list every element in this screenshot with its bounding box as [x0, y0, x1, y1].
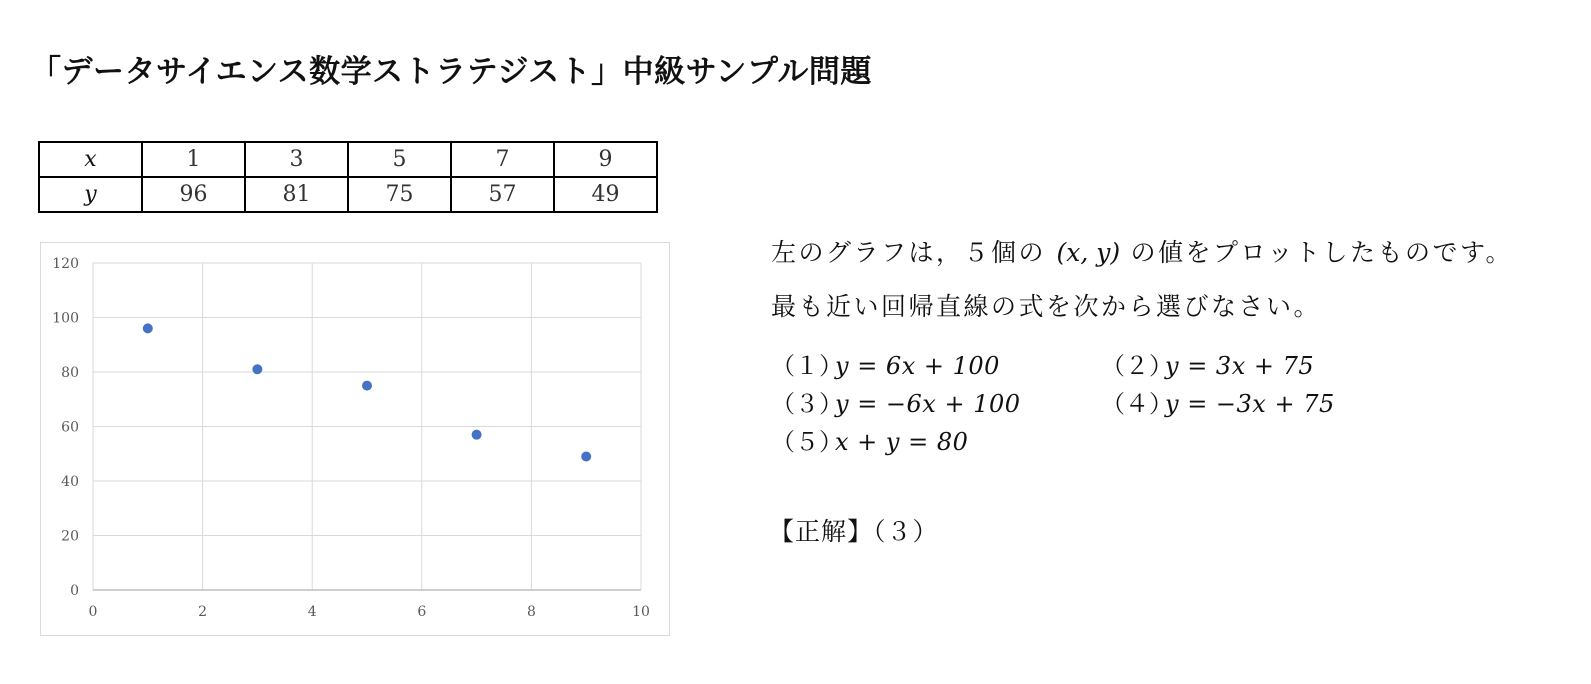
- x-value-cell: 7: [451, 142, 554, 177]
- x-value-cell: 1: [142, 142, 245, 177]
- choice-equation: y = −3x + 75: [1165, 390, 1335, 418]
- data-point: [252, 364, 262, 374]
- choice-equation: y = −6x + 100: [835, 390, 1021, 418]
- y-tick-label: 20: [61, 528, 79, 545]
- correct-answer: 【正解】（３）: [769, 517, 939, 546]
- x-tick-label: 2: [198, 604, 208, 620]
- y-header-cell: y: [39, 177, 142, 212]
- scatter-chart: [40, 242, 670, 636]
- choice-2: [1101, 347, 1314, 385]
- x-value-cell: 9: [554, 142, 657, 177]
- question-line-1: [771, 226, 1513, 280]
- choice-number: （２）: [1101, 352, 1173, 380]
- choice-4: [1101, 385, 1335, 423]
- question-line-1-math: (x, y): [1056, 238, 1121, 267]
- question-line-1-after: の値をプロットしたものです。: [1130, 238, 1514, 267]
- y-tick-label: 80: [61, 365, 79, 381]
- question-line-2: 最も近い回帰直線の式を次から選びなさい。: [771, 292, 1322, 321]
- choice-number: （５）: [771, 428, 843, 456]
- y-tick-label: 100: [52, 310, 79, 327]
- data-table: [38, 141, 658, 213]
- choice-1: [771, 347, 1000, 385]
- table-row-x: [39, 142, 657, 177]
- x-tick-label: 10: [632, 604, 650, 620]
- data-point: [472, 430, 482, 440]
- question-text: [771, 226, 1513, 334]
- choice-number: （３）: [771, 390, 843, 418]
- x-tick-label: 6: [417, 604, 427, 620]
- x-value-cell: 3: [245, 142, 348, 177]
- choice-equation: x + y = 80: [835, 428, 969, 456]
- data-point: [581, 451, 591, 461]
- choice-number: （４）: [1101, 390, 1173, 418]
- y-value-cell: 96: [142, 177, 245, 212]
- x-header-cell: x: [39, 142, 142, 177]
- x-tick-label: 8: [526, 604, 536, 620]
- choice-number: （１）: [771, 352, 843, 380]
- x-value-cell: 5: [348, 142, 451, 177]
- scatter-chart-svg: [41, 243, 669, 635]
- y-tick-label: 60: [61, 419, 79, 436]
- data-point: [143, 323, 153, 333]
- x-tick-label: 0: [88, 604, 98, 620]
- data-point: [362, 381, 372, 391]
- choice-equation: y = 6x + 100: [835, 352, 1000, 380]
- y-tick-label: 120: [52, 256, 79, 272]
- y-value-cell: 57: [451, 177, 554, 212]
- y-value-cell: 49: [554, 177, 657, 212]
- y-tick-label: 0: [70, 583, 79, 599]
- x-tick-label: 4: [307, 604, 317, 620]
- y-value-cell: 81: [245, 177, 348, 212]
- table-row-y: [39, 177, 657, 212]
- y-value-cell: 75: [348, 177, 451, 212]
- page-title: 「データサイエンス数学ストラテジスト」中級サンプル問題: [30, 54, 872, 90]
- choice-3: [771, 385, 1021, 423]
- choice-equation: y = 3x + 75: [1165, 352, 1315, 380]
- question-line-1-before: 左のグラフは，５個の: [771, 238, 1047, 267]
- y-tick-label: 40: [61, 474, 79, 490]
- choice-5: [771, 423, 968, 461]
